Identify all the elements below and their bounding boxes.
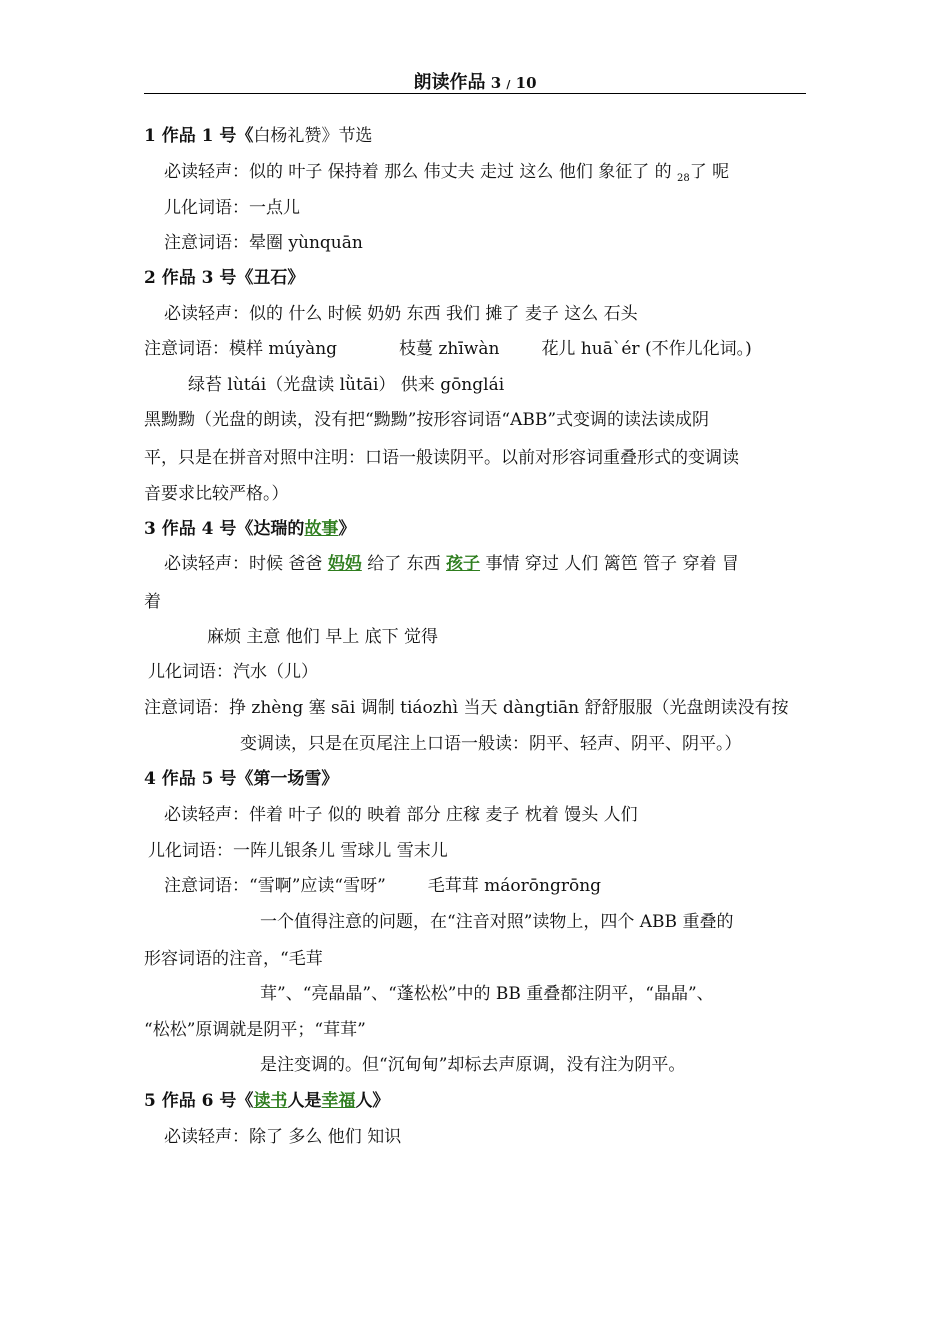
section-1-erhua: 儿化词语：一点儿 [164, 198, 300, 218]
section-4-para-line-5: 是注变调的。但“沉甸甸”却标去声原调，没有注为阴平。 [260, 1055, 686, 1075]
section-4-para-line-3: 茸”、“亮晶晶”、“蓬松松”中的 BB 重叠都注阴平，“晶晶”、 [260, 984, 714, 1004]
section-3-light-tone: 必读轻声：时候 爸爸 妈妈 给了 东西 孩子 事情 穿过 人们 篱笆 管子 穿着 冒 [164, 554, 739, 574]
page-header [144, 68, 806, 94]
section-2-para-line-2: 平，只是在拼音对照中注明：口语一般读阴平。以前对形容词重叠形式的变调读 [144, 448, 739, 468]
section-4-para-line-2: 形容词语的注音，“毛茸 [144, 949, 323, 969]
section-3-erhua: 儿化词语：汽水（儿） [148, 662, 318, 682]
section-4-erhua: 儿化词语：一阵儿银条儿 雪球儿 雪末儿 [148, 841, 448, 861]
link-haizi[interactable]: 孩子 [446, 554, 481, 574]
section-2-title: 2 作品 3 号《丑石》 [144, 268, 305, 288]
section-2-light-tone: 必读轻声：似的 什么 时候 奶奶 东西 我们 摊了 麦子 这么 石头 [164, 304, 638, 324]
section-2-notes: 注意词语：模样 múyàng 枝蔓 zhīwàn 花儿 huā`ér (不作儿化词。) [144, 339, 752, 359]
section-1-light-tone: 必读轻声：似的 叶子 保持着 那么 伟丈夫 走过 这么 他们 象征了 的 $_{28}$了 呢 [164, 162, 730, 184]
section-2-para-line-1: 黑黝黝（光盘的朗读，没有把“黝黝”按形容词语“ABB”式变调的读法读成阴 [144, 410, 710, 430]
page-number: 3 / 10 [490, 74, 537, 92]
section-3-notes-cont: 变调读，只是在页尾注上口语一般读：阴平、轻声、阴平、阴平。） [240, 734, 742, 754]
section-4-para-line-1: 一个值得注意的问题，在“注音对照”读物上，四个 ABB 重叠的 [260, 912, 734, 932]
section-5-light-tone: 必读轻声：除了 多么 他们 知识 [164, 1127, 402, 1147]
section-3-notes: 注意词语：挣 zhèng 塞 sāi 调制 tiáozhì 当天 dàngtiān 舒舒服服（光盘朗读没有按 [144, 698, 789, 718]
section-4-notes: 注意词语：“雪啊”应读“雪呀” 毛茸茸 máorōngrōng [164, 876, 602, 896]
section-2-para-line-3: 音要求比较严格。） [144, 484, 289, 504]
link-gushi[interactable]: 故事 [304, 519, 339, 539]
section-2-notes-cont: 绿苔 lùtái（光盘读 lǜtāi） 供来 gōnglái [188, 375, 505, 395]
section-1-notes: 注意词语：晕圈 yùnquān [164, 233, 363, 253]
section-4-title: 4 作品 5 号《第一场雪》 [144, 769, 339, 789]
section-3-title: 3 作品 4 号《达瑞的故事》 [144, 519, 356, 539]
link-mama[interactable]: 妈妈 [327, 554, 362, 574]
section-1-title: 1 作品 1 号《白杨礼赞》节选 [144, 126, 373, 146]
section-5-title: 5 作品 6 号《读书人是幸福人》 [144, 1091, 390, 1111]
link-xingfu[interactable]: 幸福 [321, 1091, 356, 1111]
section-3-light-tone-wrap: 着 [144, 592, 161, 612]
link-dushu[interactable]: 读书 [253, 1091, 288, 1111]
header-title: 朗读作品 [413, 72, 486, 93]
section-3-light-tone-cont: 麻烦 主意 他们 早上 底下 觉得 [207, 627, 439, 647]
section-4-para-line-4: “松松”原调就是阴平；“茸茸” [144, 1020, 366, 1040]
section-4-light-tone: 必读轻声：伴着 叶子 似的 映着 部分 庄稼 麦子 枕着 馒头 人们 [164, 805, 638, 825]
header-rule [144, 93, 806, 94]
